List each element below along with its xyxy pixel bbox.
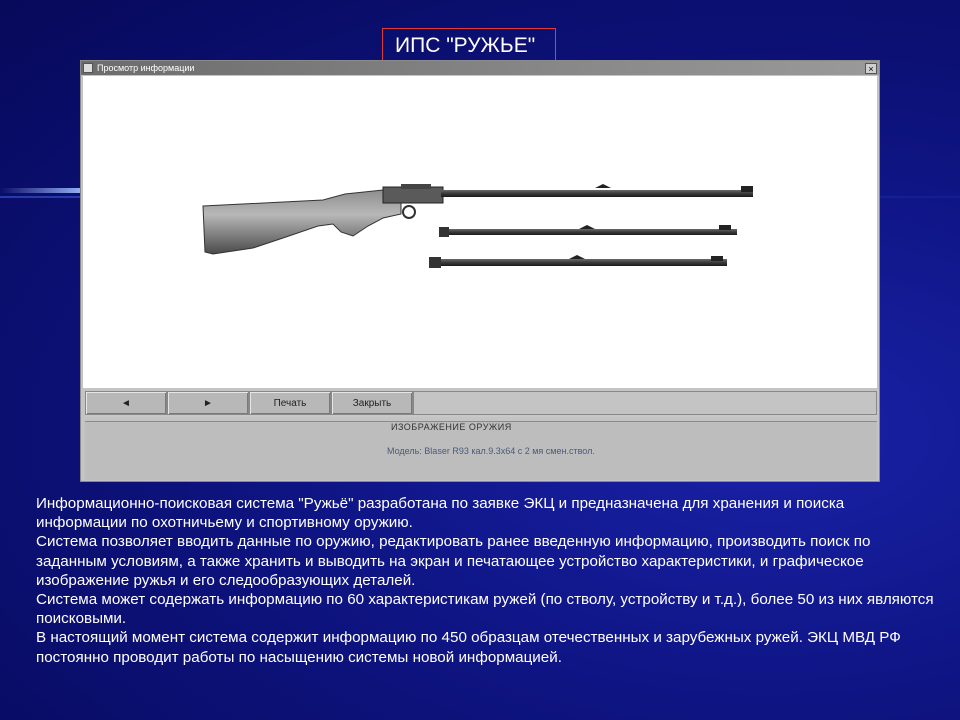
app-icon	[83, 63, 93, 73]
weapon-image-area	[83, 76, 877, 388]
next-button[interactable]	[167, 391, 249, 415]
arrow-right-icon: ►	[203, 397, 213, 409]
description-paragraph: Система позволяет вводить данные по оружию, редактировать ранее введенную информацию, производить поиск по заданным условиям, а также хранить и выводить на экран и печатающее устройство характеристики, и графическое изображение ружья и его следообразующих деталей.	[36, 533, 871, 589]
button-bar	[85, 391, 877, 417]
prev-button[interactable]	[85, 391, 167, 415]
window-titlebar[interactable]	[81, 61, 879, 75]
slide-title: ИПС "РУЖЬЕ"	[382, 28, 556, 68]
description-paragraph: В настоящий момент система содержит информацию по 450 образцам отечественных и зарубежных ружей. ЭКЦ МВД РФ постоянно проводит работы по насыщению системы новой информацией.	[36, 629, 901, 666]
info-heading: ИЗОБРАЖЕНИЕ ОРУЖИЯ	[391, 422, 512, 432]
model-text: Модель: Blaser R93 кал.9.3x64 с 2 мя смен.ствол.	[387, 446, 595, 456]
arrow-left-icon: ◄	[121, 397, 131, 409]
window-title: Просмотр информации	[97, 63, 195, 73]
description-paragraph: Система может содержать информацию по 60 характеристикам ружей (по стволу, устройству и т.д.), более 50 из них являются поисковыми.	[36, 591, 934, 628]
button-bar-spacer	[413, 391, 877, 415]
close-button[interactable]: Закрыть	[331, 391, 413, 415]
description-text	[36, 494, 936, 667]
print-button[interactable]: Печать	[249, 391, 331, 415]
description-paragraph: Информационно-поисковая система "Ружьё" разработана по заявке ЭКЦ и предназначена для хранения и поиска информации по охотничьему и спортивному оружию.	[36, 495, 845, 532]
info-viewer-window	[80, 60, 880, 482]
close-icon[interactable]: ×	[865, 63, 877, 74]
decorative-glow-line	[0, 188, 80, 193]
rifle-image	[83, 76, 877, 388]
info-panel	[85, 421, 877, 480]
